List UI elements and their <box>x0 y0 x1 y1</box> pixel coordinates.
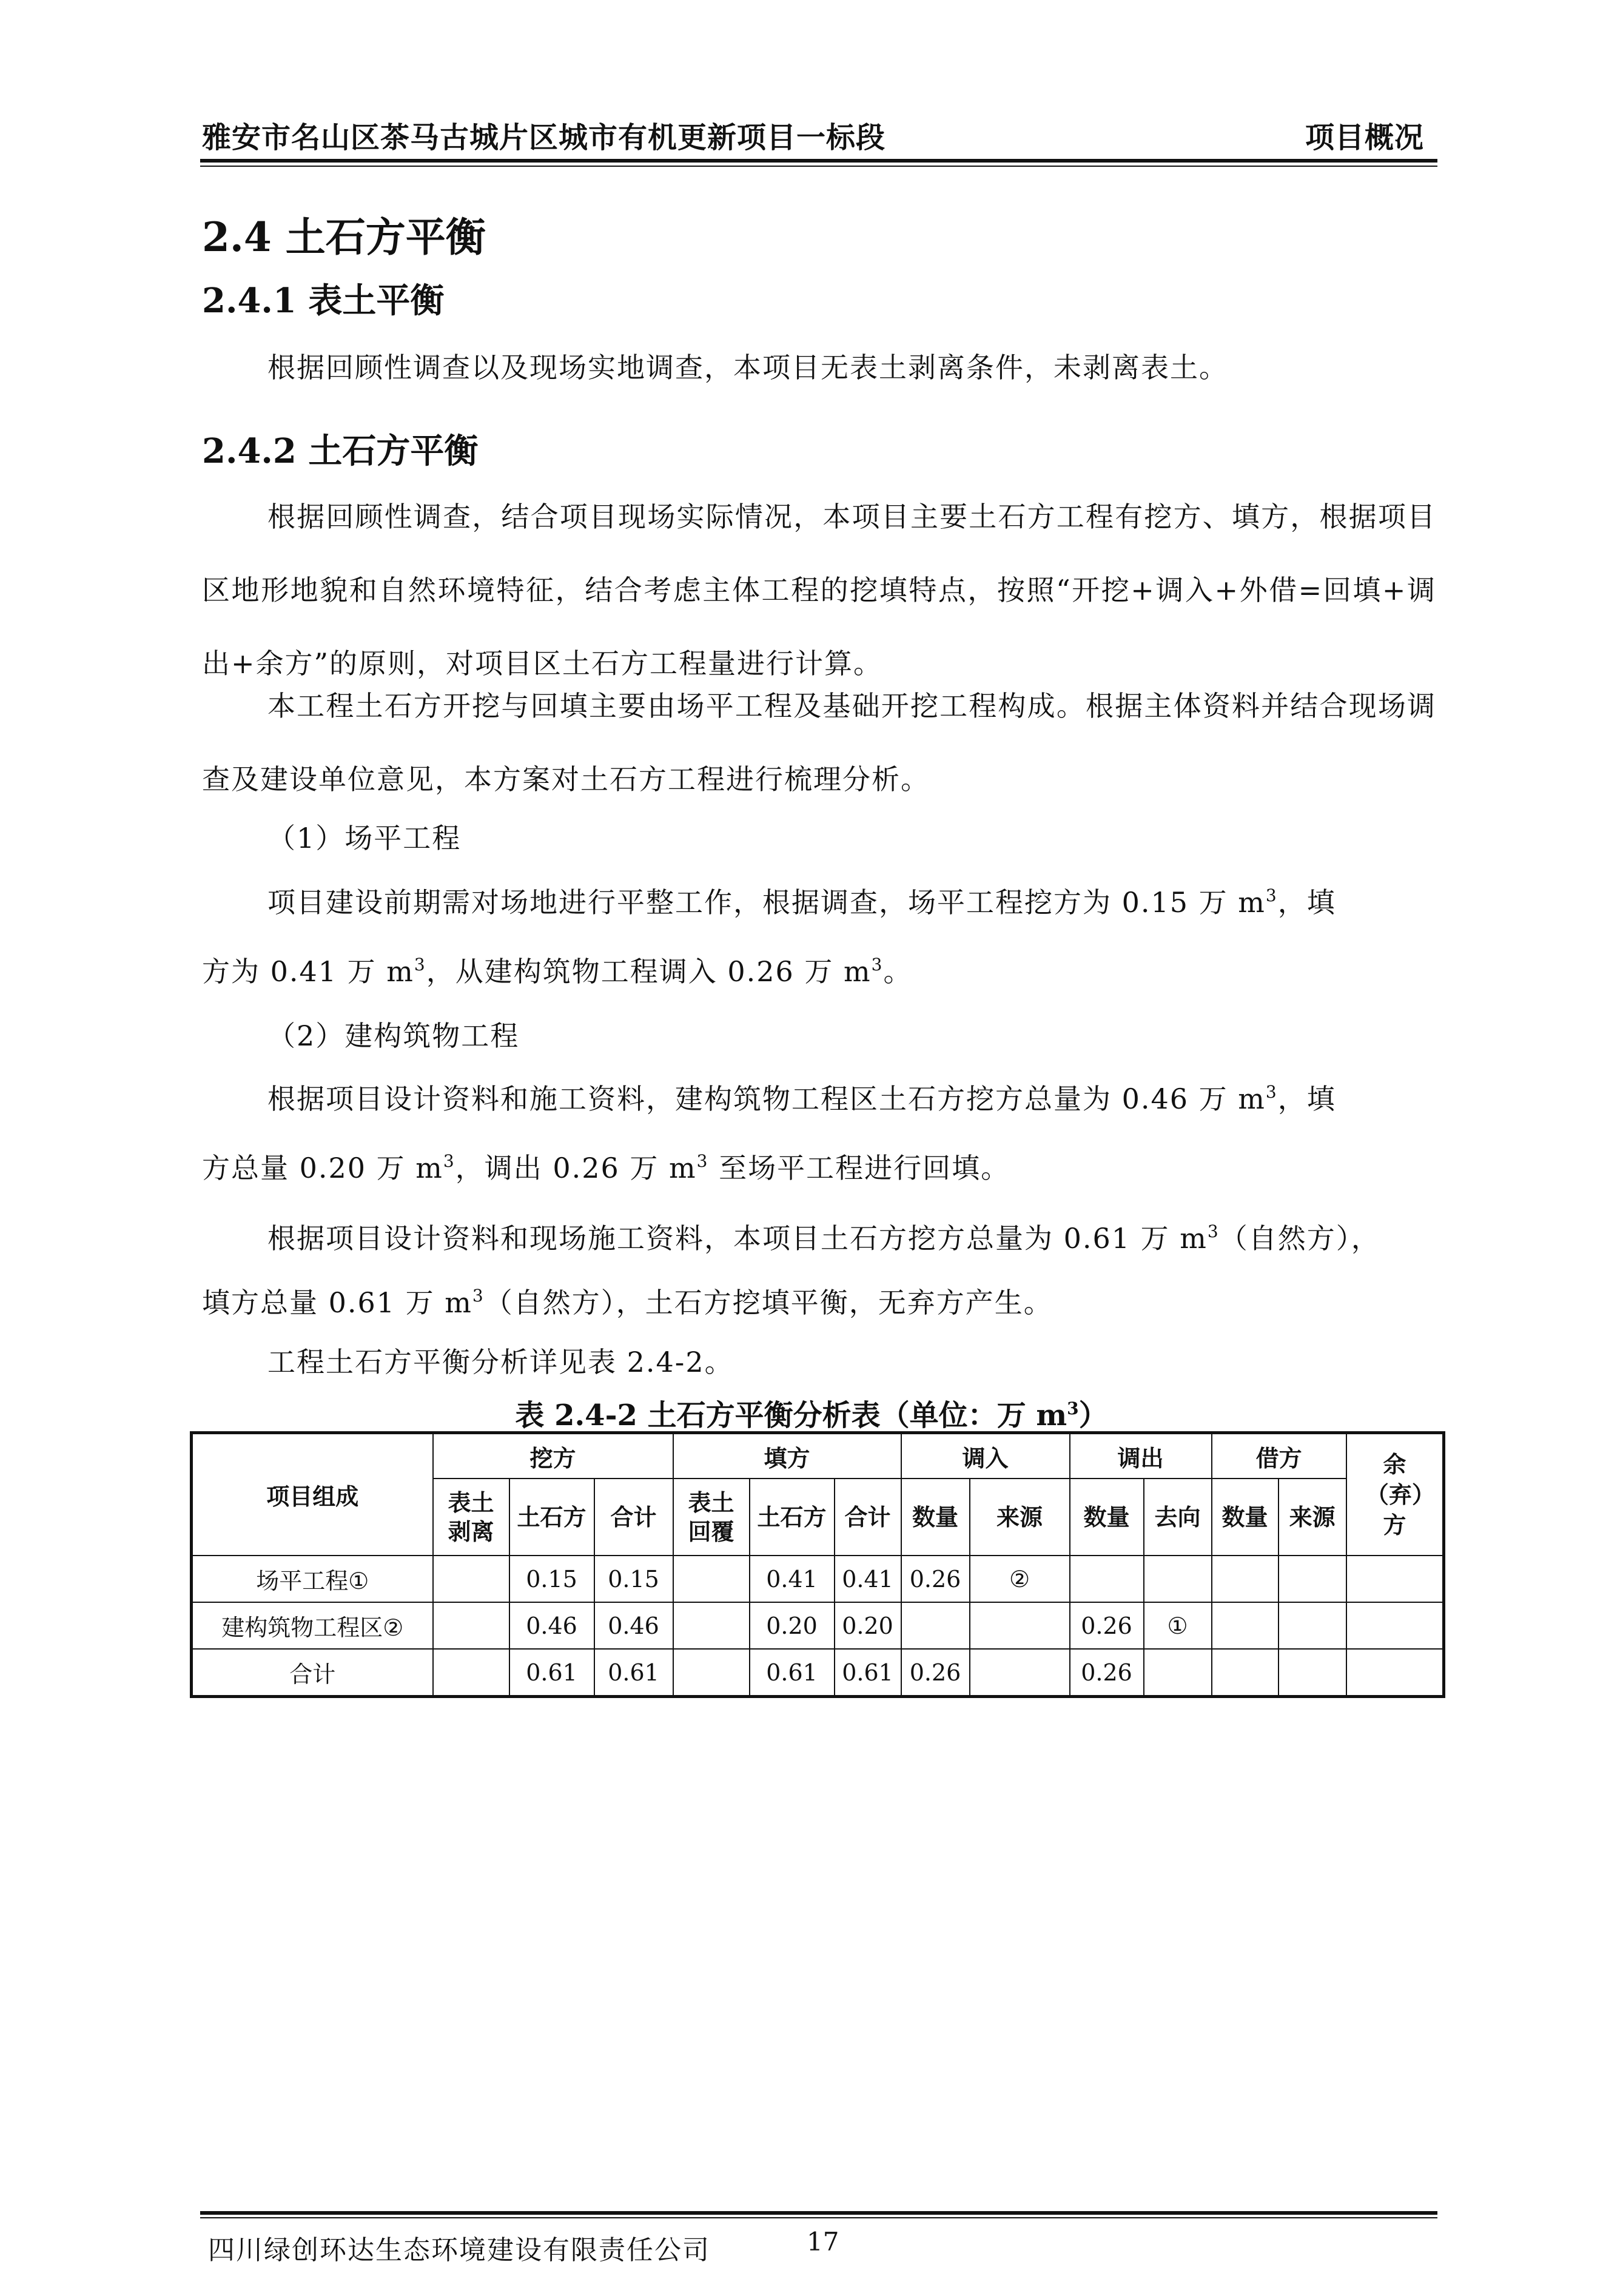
col-header-in-quantity: 数量 <box>901 1479 970 1556</box>
col-header-borrow-source: 来源 <box>1279 1479 1346 1556</box>
subsection-heading-topsoil: 2.4.1 表土平衡 <box>202 281 445 321</box>
table-cell: 0.61 <box>835 1649 901 1697</box>
table-reference-line: 工程土石方平衡分析详见表 2.4-2。 <box>267 1346 734 1378</box>
paragraph-topsoil: 根据回顾性调查以及现场实地调查，本项目无表土剥离条件，未剥离表土。 <box>267 351 1228 384</box>
table-cell <box>970 1602 1070 1649</box>
table-cell: 0.61 <box>509 1649 594 1697</box>
table-cell: 0.15 <box>594 1556 673 1602</box>
table-cell <box>1144 1556 1212 1602</box>
table-cell: 0.20 <box>750 1602 835 1649</box>
table-row <box>192 1602 1444 1649</box>
table-cell <box>970 1649 1070 1697</box>
col-header-excavation-subtotal: 合计 <box>594 1479 673 1556</box>
table-cell: 0.41 <box>750 1556 835 1602</box>
table-cell <box>1070 1556 1144 1602</box>
table-cell <box>1144 1649 1212 1697</box>
table-cell: 0.41 <box>835 1556 901 1602</box>
header-rule-thick <box>200 159 1437 163</box>
table-cell <box>1279 1602 1346 1649</box>
table-cell: 0.15 <box>509 1556 594 1602</box>
table-cell: ① <box>1144 1602 1212 1649</box>
col-header-in-source: 来源 <box>970 1479 1070 1556</box>
footer-rule-thick <box>200 2211 1437 2215</box>
table-cell: 0.46 <box>594 1602 673 1649</box>
subsection-heading-earthwork: 2.4.2 土石方平衡 <box>202 431 479 471</box>
col-header-transfer-out: 调出 <box>1070 1433 1212 1479</box>
table-cell <box>901 1602 970 1649</box>
col-header-out-destination: 去向 <box>1144 1479 1212 1556</box>
building-line-1: 根据项目设计资料和施工资料，建构筑物工程区土石方挖方总量为 0.46 万 $m^3$，填 <box>267 1082 1336 1115</box>
col-header-borrow-quantity: 数量 <box>1212 1479 1279 1556</box>
table-cell: ② <box>970 1556 1070 1602</box>
site-leveling-line-2: 方为 0.41 万 $m^3$，从建构筑物工程调入 0.26 万 $m^3$。 <box>202 955 913 988</box>
col-header-transfer-in: 调入 <box>901 1433 1070 1479</box>
col-header-topsoil-strip: 表土剥离 <box>433 1479 509 1556</box>
section-heading: 2.4 土石方平衡 <box>202 213 486 261</box>
col-header-borrow: 借方 <box>1212 1433 1346 1479</box>
col-header-item: 项目组成 <box>192 1433 433 1556</box>
table-cell <box>1279 1556 1346 1602</box>
table-row-label: 建构筑物工程区② <box>192 1602 433 1649</box>
col-header-surplus: 余（弃）方 <box>1346 1433 1444 1556</box>
site-leveling-line-1: 项目建设前期需对场地进行平整工作，根据调查，场平工程挖方为 0.15 万 $m^3$，填 <box>267 885 1336 919</box>
table-cell <box>1346 1649 1444 1697</box>
table-row <box>192 1556 1444 1602</box>
table-cell: 0.61 <box>750 1649 835 1697</box>
table-cell <box>1279 1649 1346 1697</box>
building-line-2: 方总量 0.20 万 $m^3$，调出 0.26 万 $m^3$ 至场平工程进行回填。 <box>202 1151 1010 1184</box>
col-header-topsoil-cover: 表土回覆 <box>673 1479 750 1556</box>
summary-line-2: 填方总量 0.61 万 $m^3$（自然方），土石方挖填平衡，无弃方产生。 <box>202 1286 1053 1319</box>
paragraph-earthwork-method: 根据回顾性调查，结合项目现场实际情况，本项目主要土石方工程有挖方、填方，根据项目区地形地貌和自然环境特征，结合考虑主体工程的挖填特点，按照“开挖+调入+外借=回填+调出+余方”的原则，对项目区土石方工程量进行计算。 <box>202 500 1436 680</box>
item-label-site-leveling: （1）场平工程 <box>267 822 462 854</box>
table-cell <box>1346 1556 1444 1602</box>
col-header-fill-earthwork: 土石方 <box>750 1479 835 1556</box>
header-section-label: 项目概况 <box>1305 121 1424 155</box>
footer-company: 四川绿创环达生态环境建设有限责任公司 <box>208 2235 710 2266</box>
table-cell <box>1212 1556 1279 1602</box>
col-header-fill: 填方 <box>673 1433 901 1479</box>
table-cell <box>433 1602 509 1649</box>
table-cell: 0.46 <box>509 1602 594 1649</box>
table-cell: 0.26 <box>1070 1602 1144 1649</box>
table-body <box>192 1556 1444 1697</box>
earthwork-balance-table <box>190 1431 1445 1698</box>
col-header-fill-subtotal: 合计 <box>835 1479 901 1556</box>
page-number: 17 <box>807 2227 839 2257</box>
table-cell <box>433 1556 509 1602</box>
table-row <box>192 1649 1444 1697</box>
col-header-out-quantity: 数量 <box>1070 1479 1144 1556</box>
table-cell <box>1212 1649 1279 1697</box>
col-header-excavation-earthwork: 土石方 <box>509 1479 594 1556</box>
table-cell: 0.61 <box>594 1649 673 1697</box>
table-cell: 0.20 <box>835 1602 901 1649</box>
footer-rule-thin <box>200 2217 1437 2218</box>
header-title: 雅安市名山区茶马古城片区城市有机更新项目一标段 <box>202 121 886 155</box>
col-header-excavation: 挖方 <box>433 1433 673 1479</box>
table-cell: 0.26 <box>901 1556 970 1602</box>
table-title: 表 2.4-2 土石方平衡分析表（单位：万 $m^3$） <box>515 1398 1108 1432</box>
table-cell <box>433 1649 509 1697</box>
table-cell: 0.26 <box>901 1649 970 1697</box>
table-cell <box>1346 1602 1444 1649</box>
header-rule-thin <box>200 166 1437 167</box>
table-cell <box>673 1556 750 1602</box>
table-cell <box>1212 1602 1279 1649</box>
table-row-label: 合计 <box>192 1649 433 1697</box>
summary-line-1: 根据项目设计资料和现场施工资料，本项目土石方挖方总量为 0.61 万 $m^3$（自然方）， <box>267 1221 1380 1255</box>
paragraph-earthwork-composition: 本工程土石方开挖与回填主要由场平工程及基础开挖工程构成。根据主体资料并结合现场调查及建设单位意见，本方案对土石方工程进行梳理分析。 <box>202 690 1436 796</box>
table-cell: 0.26 <box>1070 1649 1144 1697</box>
table-row-label: 场平工程① <box>192 1556 433 1602</box>
table-cell <box>673 1602 750 1649</box>
item-label-building: （2）建构筑物工程 <box>267 1019 520 1052</box>
table-cell <box>673 1649 750 1697</box>
